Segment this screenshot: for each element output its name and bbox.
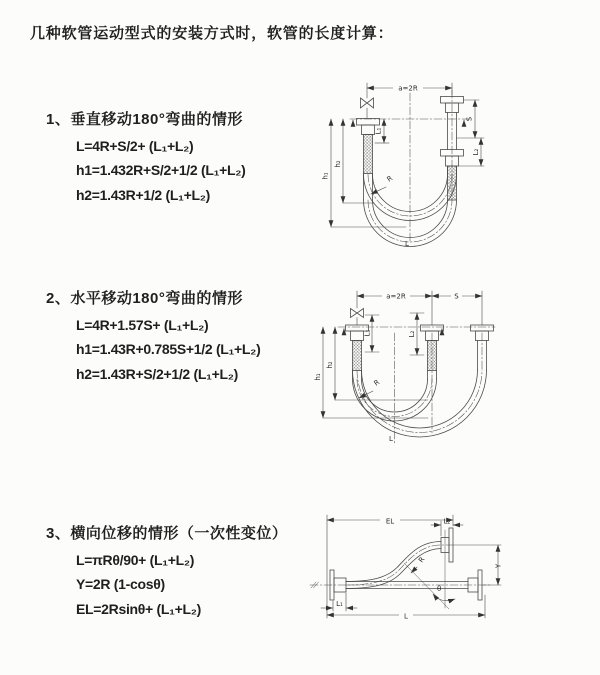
hose-middle-braided (428, 341, 437, 380)
formula-el: EL=2Rsinθ+ (L₁+L₂) (76, 600, 202, 617)
dim-label-s: S (454, 292, 459, 301)
dim-label-l2: L₂ (443, 517, 451, 526)
dim-label-h2: h₂ (326, 361, 334, 369)
diagram-lateral-displacement (300, 500, 600, 650)
dimension-l2 (472, 138, 481, 166)
radius-callout (411, 555, 427, 573)
formula-h1: h1=1.43R+0.785S+1/2 (L₁+L₂) (76, 341, 261, 357)
angle-label: θ (437, 585, 442, 593)
diagram-horizontal-180-bend (300, 275, 600, 460)
dimension-a2r (367, 83, 452, 98)
dim-label-l1: L₁ (374, 127, 383, 135)
radius-label: R (372, 378, 382, 388)
section-3 (46, 524, 287, 618)
valve-icon (361, 98, 374, 118)
dim-label-a2r: a=2R (386, 292, 406, 301)
dim-label-h1: h₁ (314, 373, 322, 381)
centerline-arrows (344, 329, 442, 336)
formula-l: L=4R+1.57S+ (L₁+L₂) (76, 316, 209, 333)
page-title: 几种软管运动型式的安装方式时，软管的长度计算： (30, 25, 394, 42)
dimension-h1 (314, 327, 428, 418)
section-2 (46, 289, 260, 383)
formula-l: L=πRθ/90+ (L₁+L₂) (76, 551, 195, 568)
length-label: L (389, 435, 393, 443)
radius-label: R (385, 174, 395, 184)
formula-h1: h1=1.432R+S/2+1/2 (L₁+L₂) (76, 162, 246, 178)
dim-label-a2r: a=2R (398, 84, 418, 93)
length-label: L (405, 240, 409, 248)
section-3-heading: 3、横向位移的情形（一次性变位） (46, 525, 288, 542)
valve-icon (351, 309, 364, 326)
formula-h2: h2=1.43R+1/2 (L₁+L₂) (76, 186, 211, 203)
section-1-heading: 1、垂直移动180°弯曲的情形 (46, 111, 243, 128)
formula-l: L=4R+S/2+ (L₁+L₂) (76, 137, 194, 154)
diagram-vertical-180-bend (300, 60, 600, 270)
section-2-heading: 2、水平移动180°弯曲的情形 (46, 290, 243, 307)
dim-label-l2: L₂ (408, 330, 416, 338)
radius-callout (371, 174, 394, 194)
dim-label-y: Y (494, 563, 503, 569)
dim-label-l1: L₁ (336, 600, 343, 608)
centerlines (310, 582, 492, 588)
section-1 (46, 110, 246, 204)
dim-label-s: S (465, 116, 474, 122)
dimension-s (432, 292, 482, 301)
dim-label-l: L (404, 612, 408, 621)
dimension-l1 (364, 315, 380, 352)
dim-label-h2: h₂ (334, 160, 342, 168)
dim-label-l2: L₂ (472, 148, 480, 156)
dimension-l2 (408, 313, 424, 355)
formula-y: Y=2R (1-cosθ) (76, 576, 165, 592)
dim-label-h1: h₁ (321, 172, 330, 180)
dim-label-el: EL (385, 517, 395, 526)
radius-label: R (417, 555, 427, 565)
dimension-l1 (375, 119, 390, 143)
angle-construction (404, 530, 455, 609)
dim-label-l1: L₁ (363, 329, 372, 337)
formula-h2: h2=1.43R+S/2+1/2 (L₁+L₂) (76, 365, 239, 382)
dimension-l1 (321, 593, 357, 611)
